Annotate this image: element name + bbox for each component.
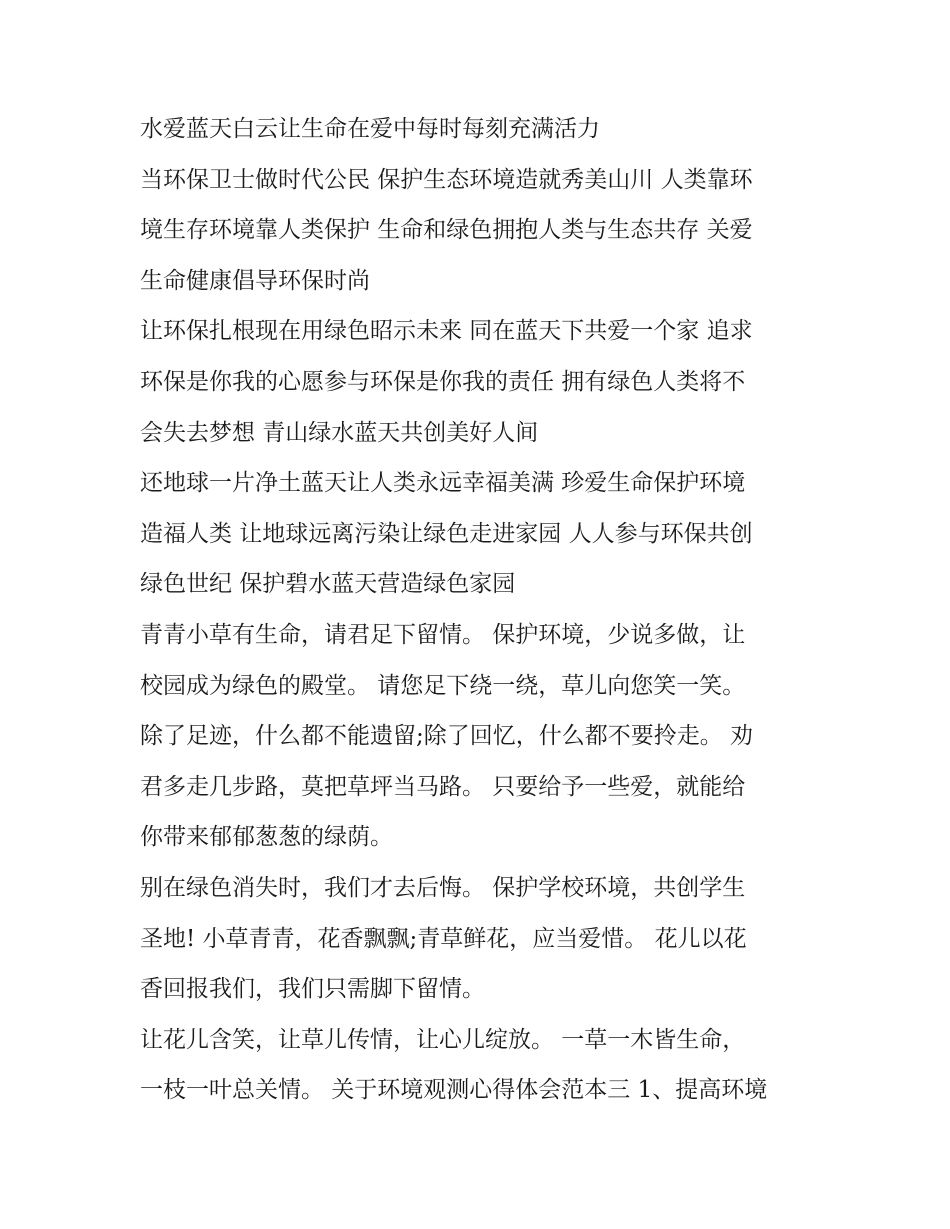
text-line: 生命健康倡导环保时尚 <box>140 267 370 294</box>
paragraph-7 <box>140 1015 820 1116</box>
text-line: 除了足迹，什么都不能遗留;除了回忆，什么都不要拎走。 劝 <box>140 723 754 750</box>
text-line: 会失去梦想 青山绿水蓝天共创美好人间 <box>140 419 539 446</box>
text-line: 让花儿含笑，让草儿传情，让心儿绽放。 一草一木皆生命， <box>140 1026 746 1053</box>
text-line: 还地球一片净土蓝天让人类永远幸福美满 珍爱生命保护环境 <box>140 470 746 497</box>
text-line: 你带来郁郁葱葱的绿荫。 <box>140 824 393 851</box>
text-line: 环保是你我的心愿参与环保是你我的责任 拥有绿色人类将不 <box>140 368 746 395</box>
text-line: 君多走几步路，莫把草坪当马路。 只要给予一些爱，就能给 <box>140 773 746 800</box>
paragraph-1 <box>140 104 820 155</box>
text-line: 青青小草有生命，请君足下留情。 保护环境，少说多做，让 <box>140 621 746 648</box>
text-line: 一枝一叶总关情。 关于环境观测心得体会范本三 1、提高环境 <box>140 1077 768 1104</box>
paragraph-5 <box>140 610 820 863</box>
paragraph-6 <box>140 863 820 1015</box>
text-line: 当环保卫士做时代公民 保护生态环境造就秀美山川 人类靠环 <box>140 166 753 193</box>
text-line: 圣地! 小草青青，花香飘飘;青草鲜花，应当爱惜。 花儿以花 <box>140 925 747 952</box>
text-line: 别在绿色消失时，我们才去后悔。 保护学校环境，共创学生 <box>140 874 746 901</box>
text-line: 绿色世纪 保护碧水蓝天营造绿色家园 <box>140 571 516 598</box>
paragraph-2 <box>140 155 820 307</box>
text-line: 境生存环境靠人类保护 生命和绿色拥抱人类与生态共存 关爱 <box>140 217 753 244</box>
text-line: 造福人类 让地球远离污染让绿色走进家园 人人参与环保共创 <box>140 520 753 547</box>
text-line: 让环保扎根现在用绿色昭示未来 同在蓝天下共爱一个家 追求 <box>140 318 753 345</box>
text-line: 校园成为绿色的殿堂。 请您足下绕一绕，草儿向您笑一笑。 <box>140 672 746 699</box>
document-body <box>140 104 820 1116</box>
text-line: 香回报我们，我们只需脚下留情。 <box>140 976 485 1003</box>
text-line: 水爱蓝天白云让生命在爱中每时每刻充满活力 <box>140 116 600 142</box>
paragraph-4 <box>140 458 820 610</box>
paragraph-3 <box>140 306 820 458</box>
